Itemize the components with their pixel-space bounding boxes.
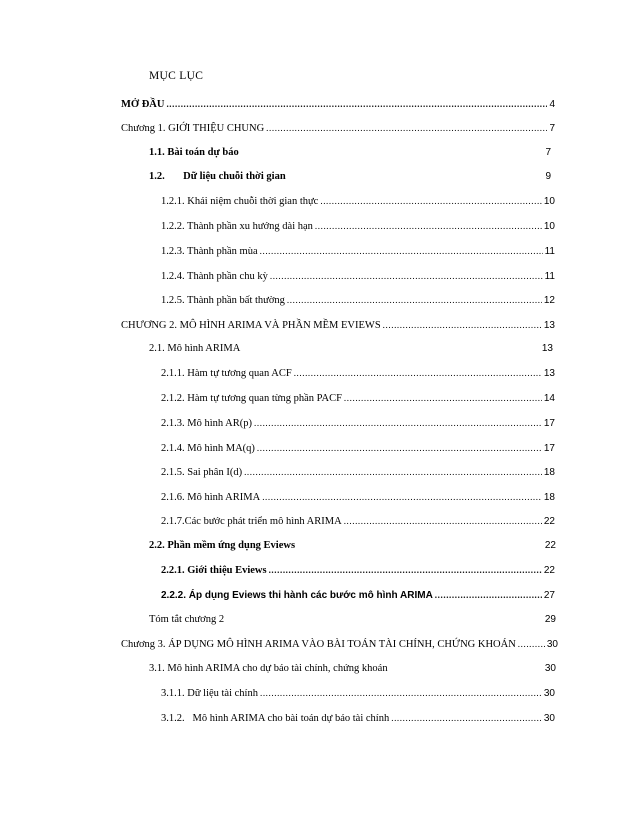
toc-entry-1-2-5[interactable]	[161, 293, 555, 307]
toc-entry-page: 7	[549, 123, 555, 134]
toc-entry-label: 1.2.1. Khái niệm chuỗi thời gian thực	[161, 196, 319, 207]
dot-leader	[435, 588, 542, 602]
toc-entry-chapter-3[interactable]	[121, 637, 558, 651]
toc-entry-label: 2.1.1. Hàm tự tương quan ACF	[161, 368, 292, 379]
toc-entry-chapter-2[interactable]	[121, 318, 555, 332]
toc-title: MỤC LỤC	[149, 70, 204, 82]
toc-entry-page: 29	[544, 614, 556, 625]
toc-entry-label: MỞ ĐẦU	[121, 99, 165, 110]
toc-entry-summary-2[interactable]	[149, 613, 556, 627]
toc-entry-2-2-2[interactable]	[161, 588, 555, 602]
dot-leader	[270, 269, 543, 283]
toc-entry-page: 7	[545, 147, 551, 158]
toc-entry-chapter-1[interactable]	[121, 121, 555, 135]
toc-entry-label: 1.2.2. Thành phần xu hướng dài hạn	[161, 221, 313, 232]
toc-entry-2-1-4[interactable]	[161, 441, 555, 455]
toc-entry-label: 1.2. Dữ liệu chuỗi thời gian	[149, 171, 286, 182]
toc-entry-page: 12	[543, 295, 555, 306]
toc-entry-page: 13	[543, 368, 555, 379]
toc-entry-page: 17	[543, 443, 555, 454]
toc-entry-1-2-3[interactable]	[161, 244, 555, 258]
toc-entry-3-1-1[interactable]	[161, 686, 555, 700]
toc-entry-label: 2.1.7.Các bước phát triển mô hình ARIMA	[161, 516, 342, 527]
toc-entry-page: 17	[543, 418, 555, 429]
dot-leader	[269, 563, 542, 577]
toc-entry-label: 1.1. Bài toán dự báo	[149, 147, 239, 158]
toc-entry-label: 2.1.4. Mô hình MA(q)	[161, 443, 255, 454]
toc-entry-page: 22	[544, 540, 556, 551]
dot-leader	[260, 686, 542, 700]
dot-leader	[344, 514, 542, 528]
toc-entry-label: 3.1.1. Dữ liệu tài chính	[161, 688, 258, 699]
dot-leader	[166, 97, 547, 111]
toc-entry-page: 10	[543, 221, 555, 232]
toc-entry-label: 3.1. Mô hình ARIMA cho dự báo tài chính, chứng khoán	[149, 663, 388, 674]
toc-entry-2-1-6[interactable]	[161, 490, 555, 504]
toc-entry-page: 30	[543, 688, 555, 699]
toc-entry-2-1-2[interactable]	[161, 391, 555, 405]
toc-entry-label: 2.2.2. Áp dụng Eviews thi hành các bước mô hình ARIMA	[161, 590, 433, 601]
toc-entry-label: 2.2. Phần mềm ứng dụng Eviews	[149, 540, 296, 551]
dot-leader	[266, 121, 547, 135]
dot-leader	[257, 441, 542, 455]
toc-entry-page: 22	[543, 516, 555, 527]
toc-entry-label: 2.1. Mô hình ARIMA	[149, 343, 241, 354]
dot-leader	[383, 318, 542, 332]
dot-leader	[260, 244, 543, 258]
toc-entry-1-1[interactable]	[149, 146, 551, 160]
toc-entry-label: 1.2.3. Thành phần mùa	[161, 246, 258, 257]
toc-entry-2-2[interactable]	[149, 539, 556, 553]
toc-entry-label: 2.1.3. Mô hình AR(p)	[161, 418, 253, 429]
toc-entry-page: 13	[541, 343, 553, 354]
toc-entry-page: 22	[543, 565, 555, 576]
dot-leader	[287, 293, 542, 307]
toc-entry-label: 2.2.1. Giới thiệu Eviews	[161, 565, 267, 576]
toc-entry-page: 13	[543, 320, 555, 331]
toc-entry-2-1[interactable]	[149, 342, 553, 356]
toc-entry-page: 11	[544, 271, 555, 282]
toc-entry-label: 2.1.5. Sai phân I(d)	[161, 467, 243, 478]
toc-entry-page: 18	[543, 492, 555, 503]
dot-leader	[315, 219, 542, 233]
toc-entry-page: 11	[544, 246, 555, 257]
toc-entry-2-2-1[interactable]	[161, 563, 555, 577]
toc-entry-1-2-2[interactable]	[161, 219, 555, 233]
toc-entry-label: 3.1.2. Mô hình ARIMA cho bài toán dự báo tài chính	[161, 713, 390, 724]
dot-leader	[391, 711, 542, 725]
toc-entry-page: 18	[543, 467, 555, 478]
toc-entry-label: CHƯƠNG 2. MÔ HÌNH ARIMA VÀ PHẦN MỀM EVIEWS	[121, 320, 381, 331]
toc-entry-3-1[interactable]	[149, 662, 556, 676]
toc-entry-3-1-2[interactable]	[161, 711, 555, 725]
dot-leader	[244, 465, 542, 479]
toc-entry-label: Chương 1. GIỚI THIỆU CHUNG	[121, 123, 265, 134]
toc-entry-page: 30	[543, 713, 555, 724]
toc-entry-label: 1.2.4. Thành phần chu kỳ	[161, 271, 268, 282]
dot-leader	[294, 366, 542, 380]
toc-entry-label: 2.1.2. Hàm tự tương quan từng phần PACF	[161, 393, 342, 404]
toc-entry-2-1-5[interactable]	[161, 465, 555, 479]
dot-leader	[262, 490, 542, 504]
toc-entry-1-2-1[interactable]	[161, 194, 555, 208]
toc-entry-2-1-7[interactable]	[161, 514, 555, 528]
dot-leader	[320, 194, 542, 208]
toc-entry-page: 30	[546, 639, 558, 650]
dot-leader	[518, 637, 545, 651]
dot-leader	[344, 391, 542, 405]
toc-entry-intro[interactable]	[121, 97, 555, 111]
toc-entry-page: 4	[549, 99, 555, 110]
toc-entry-1-2[interactable]	[149, 170, 551, 184]
toc-entry-page: 14	[543, 393, 555, 404]
toc-entry-page: 9	[545, 171, 551, 182]
toc-entry-page: 10	[543, 196, 555, 207]
toc-entry-2-1-1[interactable]	[161, 366, 555, 380]
toc-entry-label: Tóm tắt chương 2	[149, 614, 225, 625]
toc-entry-label: Chương 3. ÁP DỤNG MÔ HÌNH ARIMA VÀO BÀI TOÁN TÀI CHÍNH, CHỨNG KHOÁN	[121, 639, 516, 650]
toc-entry-page: 30	[544, 663, 556, 674]
toc-entry-page: 27	[543, 590, 555, 601]
toc-entry-label: 1.2.5. Thành phần bất thường	[161, 295, 285, 306]
toc-entry-2-1-3[interactable]	[161, 416, 555, 430]
toc-entry-label: 2.1.6. Mô hình ARIMA	[161, 492, 261, 503]
dot-leader	[254, 416, 542, 430]
toc-entry-1-2-4[interactable]	[161, 269, 555, 283]
